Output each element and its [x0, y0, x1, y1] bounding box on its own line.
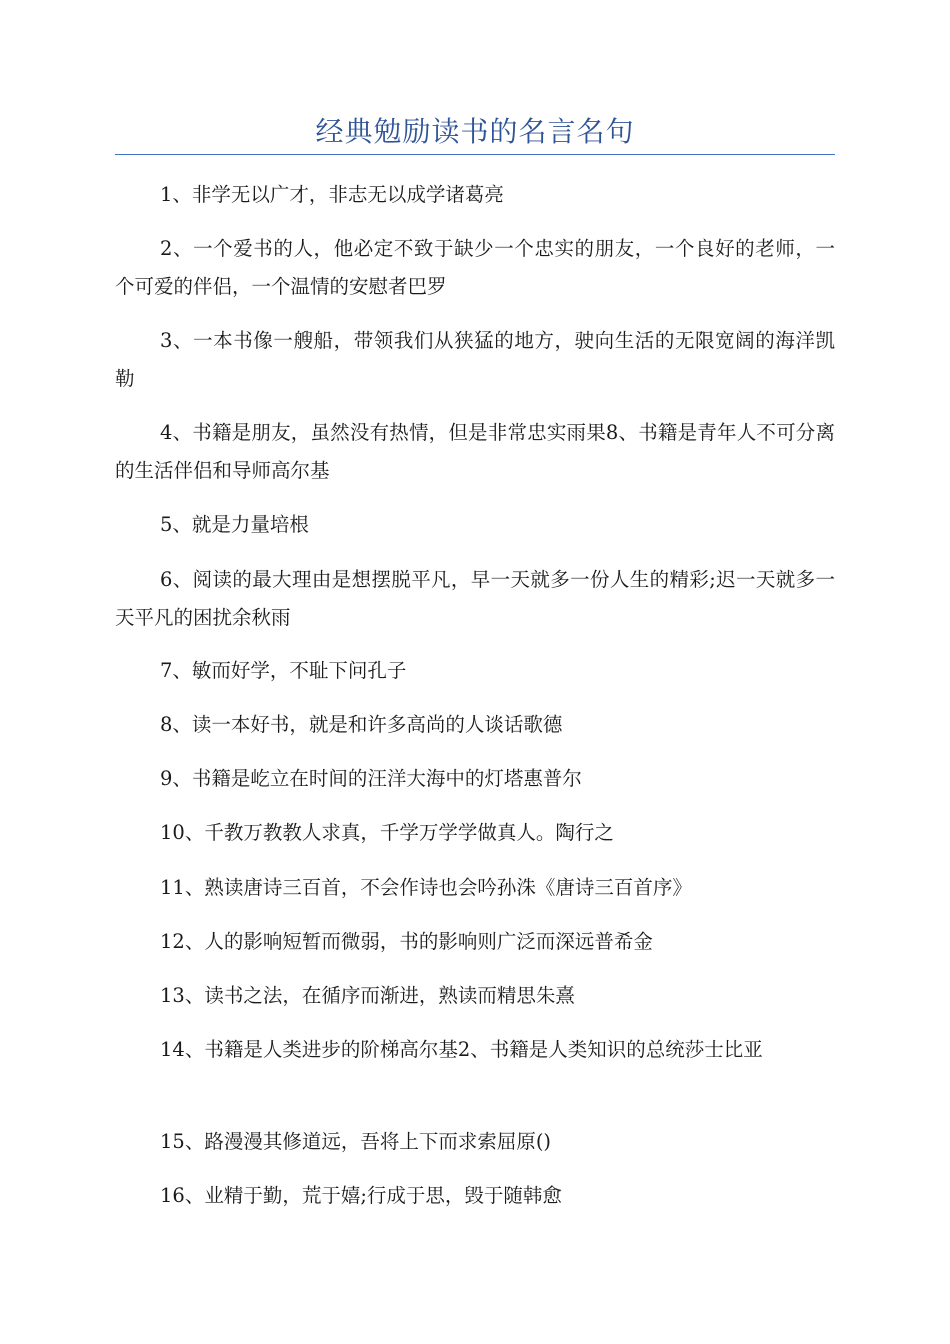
quote-item: 15、路漫漫其修道远，吾将上下而求索屈原(): [160, 1130, 552, 1153]
quote-item: 5、就是力量培根: [160, 513, 309, 536]
quote-item: 13、读书之法，在循序而渐进，熟读而精思朱熹: [160, 984, 575, 1007]
quote-item: 6、阅读的最大理由是想摆脱平凡，早一天就多一份人生的精彩;迟一天就多一天平凡的困扰余秋雨: [115, 568, 835, 629]
title-underline: [115, 154, 835, 155]
quote-item: 9、书籍是屹立在时间的汪洋大海中的灯塔惠普尔: [160, 767, 582, 790]
page-title: 经典勉励读书的名言名句: [315, 115, 635, 148]
quote-item: 3、一本书像一艘船，带领我们从狭猛的地方，驶向生活的无限宽阔的海洋凯勒: [115, 329, 835, 390]
quote-item: 16、业精于勤，荒于嬉;行成于思，毁于随韩愈: [160, 1184, 562, 1207]
quote-item: 1、非学无以广才，非志无以成学诸葛亮: [160, 183, 504, 206]
quote-item: 10、千教万教教人求真，千学万学学做真人。陶行之: [160, 821, 614, 844]
quote-item: 12、人的影响短暂而微弱，书的影响则广泛而深远普希金: [160, 930, 653, 953]
quote-item: 7、敏而好学，不耻下问孔子: [160, 659, 407, 682]
quote-item: 2、一个爱书的人，他必定不致于缺少一个忠实的朋友，一个良好的老师，一个可爱的伴侣，一个温情的安慰者巴罗: [115, 237, 835, 298]
quote-item: 8、读一本好书，就是和许多高尚的人谈话歌德: [160, 713, 563, 736]
quote-item: 14、书籍是人类进步的阶梯高尔基2、书籍是人类知识的总统莎士比亚: [160, 1038, 763, 1061]
quote-item: 4、书籍是朋友，虽然没有热情，但是非常忠实雨果8、书籍是青年人不可分离的生活伴侣和导师高尔基: [115, 421, 835, 482]
quote-item: 11、熟读唐诗三百首，不会作诗也会吟孙洙《唐诗三百首序》: [160, 876, 692, 899]
